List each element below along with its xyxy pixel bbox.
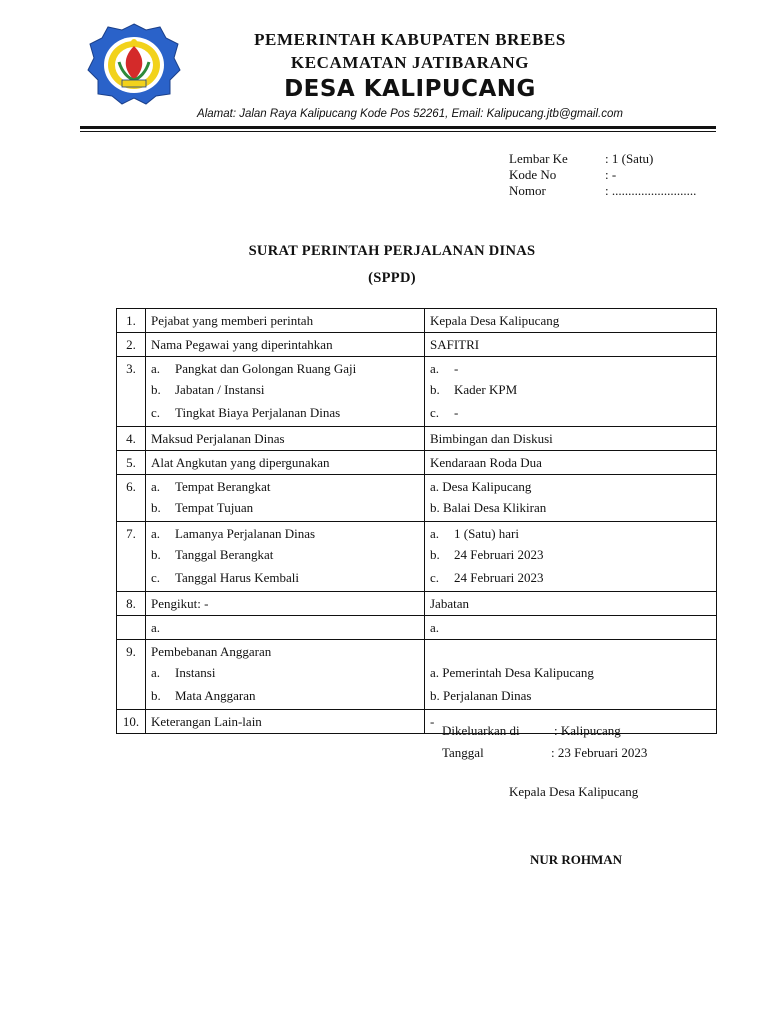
list-text: 1 (Satu) hari xyxy=(454,526,519,541)
header-village: DESA KALIPUCANG xyxy=(284,76,536,102)
row-value: - xyxy=(425,710,717,734)
issued-value: : Kalipucang xyxy=(554,723,621,738)
table-row xyxy=(117,309,717,333)
list-text: 24 Februari 2023 xyxy=(454,570,544,585)
row-number: 4. xyxy=(117,427,146,451)
list-text: Tempat Tujuan xyxy=(175,500,254,515)
table-row xyxy=(117,522,717,592)
row-label: Alat Angkutan yang dipergunakan xyxy=(146,451,425,475)
row-number: 2. xyxy=(117,333,146,357)
row-number: 9. xyxy=(117,640,146,710)
row-value-list xyxy=(425,357,717,427)
date-label: Tanggal xyxy=(442,745,484,760)
header-government: PEMERINTAH KABUPATEN BREBES xyxy=(254,30,566,49)
list-text: Lamanya Perjalanan Dinas xyxy=(175,526,316,541)
row-label: Pengikut: - xyxy=(146,592,425,616)
list-marker: a. xyxy=(151,665,161,680)
meta-label: Lembar Ke xyxy=(509,151,568,166)
meta-value: : 1 (Satu) xyxy=(605,151,654,166)
list-text: Kader KPM xyxy=(454,382,518,397)
table-row xyxy=(117,427,717,451)
row-value: Bimbingan dan Diskusi xyxy=(425,427,717,451)
signer-name: NUR ROHMAN xyxy=(530,852,623,867)
row-value-list xyxy=(425,640,717,710)
list-text: b. Balai Desa Klikiran xyxy=(430,500,547,515)
list-text: Pangkat dan Golongan Ruang Gaji xyxy=(175,361,357,376)
meta-value: : .......................... xyxy=(605,183,697,198)
meta-label: Nomor xyxy=(509,183,546,198)
row-number: 10. xyxy=(117,710,146,734)
list-marker: b. xyxy=(430,382,440,397)
row-number: 3. xyxy=(117,357,146,427)
list-marker: a. xyxy=(151,479,161,494)
row-number-empty xyxy=(117,616,146,640)
table-row xyxy=(117,451,717,475)
header-district: KECAMATAN JATIBARANG xyxy=(290,53,530,72)
list-text: Mata Anggaran xyxy=(175,688,256,703)
row-number: 7. xyxy=(117,522,146,592)
issued-place xyxy=(442,723,621,739)
header-divider xyxy=(80,126,716,129)
list-marker: a. xyxy=(151,361,161,376)
list-marker: c. xyxy=(430,405,440,420)
row-label: Maksud Perjalanan Dinas xyxy=(146,427,425,451)
issued-date xyxy=(442,745,647,761)
list-text: a. Pemerintah Desa Kalipucang xyxy=(430,665,594,680)
list-text: 24 Februari 2023 xyxy=(454,547,544,562)
table-row xyxy=(117,616,717,640)
row-label: Keterangan Lain-lain xyxy=(146,710,425,734)
row-label-list xyxy=(146,475,425,522)
list-marker: a. xyxy=(430,361,440,376)
list-text: Tanggal Harus Kembali xyxy=(175,570,299,585)
table-row xyxy=(117,475,717,522)
issued-label: Dikeluarkan di xyxy=(442,723,520,738)
date-value: : 23 Februari 2023 xyxy=(551,745,648,760)
list-text: Tempat Berangkat xyxy=(175,479,271,494)
list-marker: b. xyxy=(151,382,161,397)
row-label-list xyxy=(146,522,425,592)
list-marker: c. xyxy=(151,405,161,420)
row-value-list xyxy=(425,475,717,522)
row-label-list xyxy=(146,640,425,710)
row-number: 6. xyxy=(117,475,146,522)
list-text: - xyxy=(454,405,459,420)
document-subtitle: (SPPD) xyxy=(368,270,416,286)
row-number: 8. xyxy=(117,592,146,616)
table-row xyxy=(117,640,717,710)
list-text: Jabatan / Instansi xyxy=(175,382,265,397)
regency-emblem-icon xyxy=(86,22,182,106)
list-text: b. Perjalanan Dinas xyxy=(430,688,532,703)
list-marker: b. xyxy=(151,547,161,562)
meta-label: Kode No xyxy=(509,167,557,182)
row-value: SAFITRI xyxy=(425,333,717,357)
list-marker: c. xyxy=(151,570,161,585)
list-text: Tingkat Biaya Perjalanan Dinas xyxy=(175,405,341,420)
document-title: SURAT PERINTAH PERJALANAN DINAS xyxy=(248,243,536,259)
list-marker: b. xyxy=(430,547,440,562)
row-label: Nama Pegawai yang diperintahkan xyxy=(146,333,425,357)
row-label-list xyxy=(146,357,425,427)
row-number: 5. xyxy=(117,451,146,475)
row-value: a. xyxy=(425,616,717,640)
list-text: - xyxy=(454,361,459,376)
list-text: Instansi xyxy=(175,665,216,680)
list-heading: Pembebanan Anggaran xyxy=(151,644,272,659)
list-text: a. Desa Kalipucang xyxy=(430,479,532,494)
row-value-list xyxy=(425,522,717,592)
row-number: 1. xyxy=(117,309,146,333)
row-label: Pejabat yang memberi perintah xyxy=(146,309,425,333)
list-marker: c. xyxy=(430,570,440,585)
table-row xyxy=(117,333,717,357)
header-divider-thin xyxy=(80,131,716,132)
table-row xyxy=(117,592,717,616)
list-marker: a. xyxy=(151,526,161,541)
row-value: Kepala Desa Kalipucang xyxy=(425,309,717,333)
table-row xyxy=(117,357,717,427)
list-marker: a. xyxy=(430,526,440,541)
list-text: Tanggal Berangkat xyxy=(175,547,274,562)
signer-position: Kepala Desa Kalipucang xyxy=(509,784,639,799)
row-value: Kendaraan Roda Dua xyxy=(425,451,717,475)
row-value: Jabatan xyxy=(425,592,717,616)
document-meta xyxy=(509,151,696,199)
table-row xyxy=(117,710,717,734)
list-marker: b. xyxy=(151,688,161,703)
meta-value: : - xyxy=(605,167,617,182)
header-address: Alamat: Jalan Raya Kalipucang Kode Pos 52261, Email: Kalipucang.jtb@gmail.com xyxy=(197,108,623,120)
sppd-table xyxy=(116,308,717,734)
list-marker: b. xyxy=(151,500,161,515)
row-label: a. xyxy=(146,616,425,640)
